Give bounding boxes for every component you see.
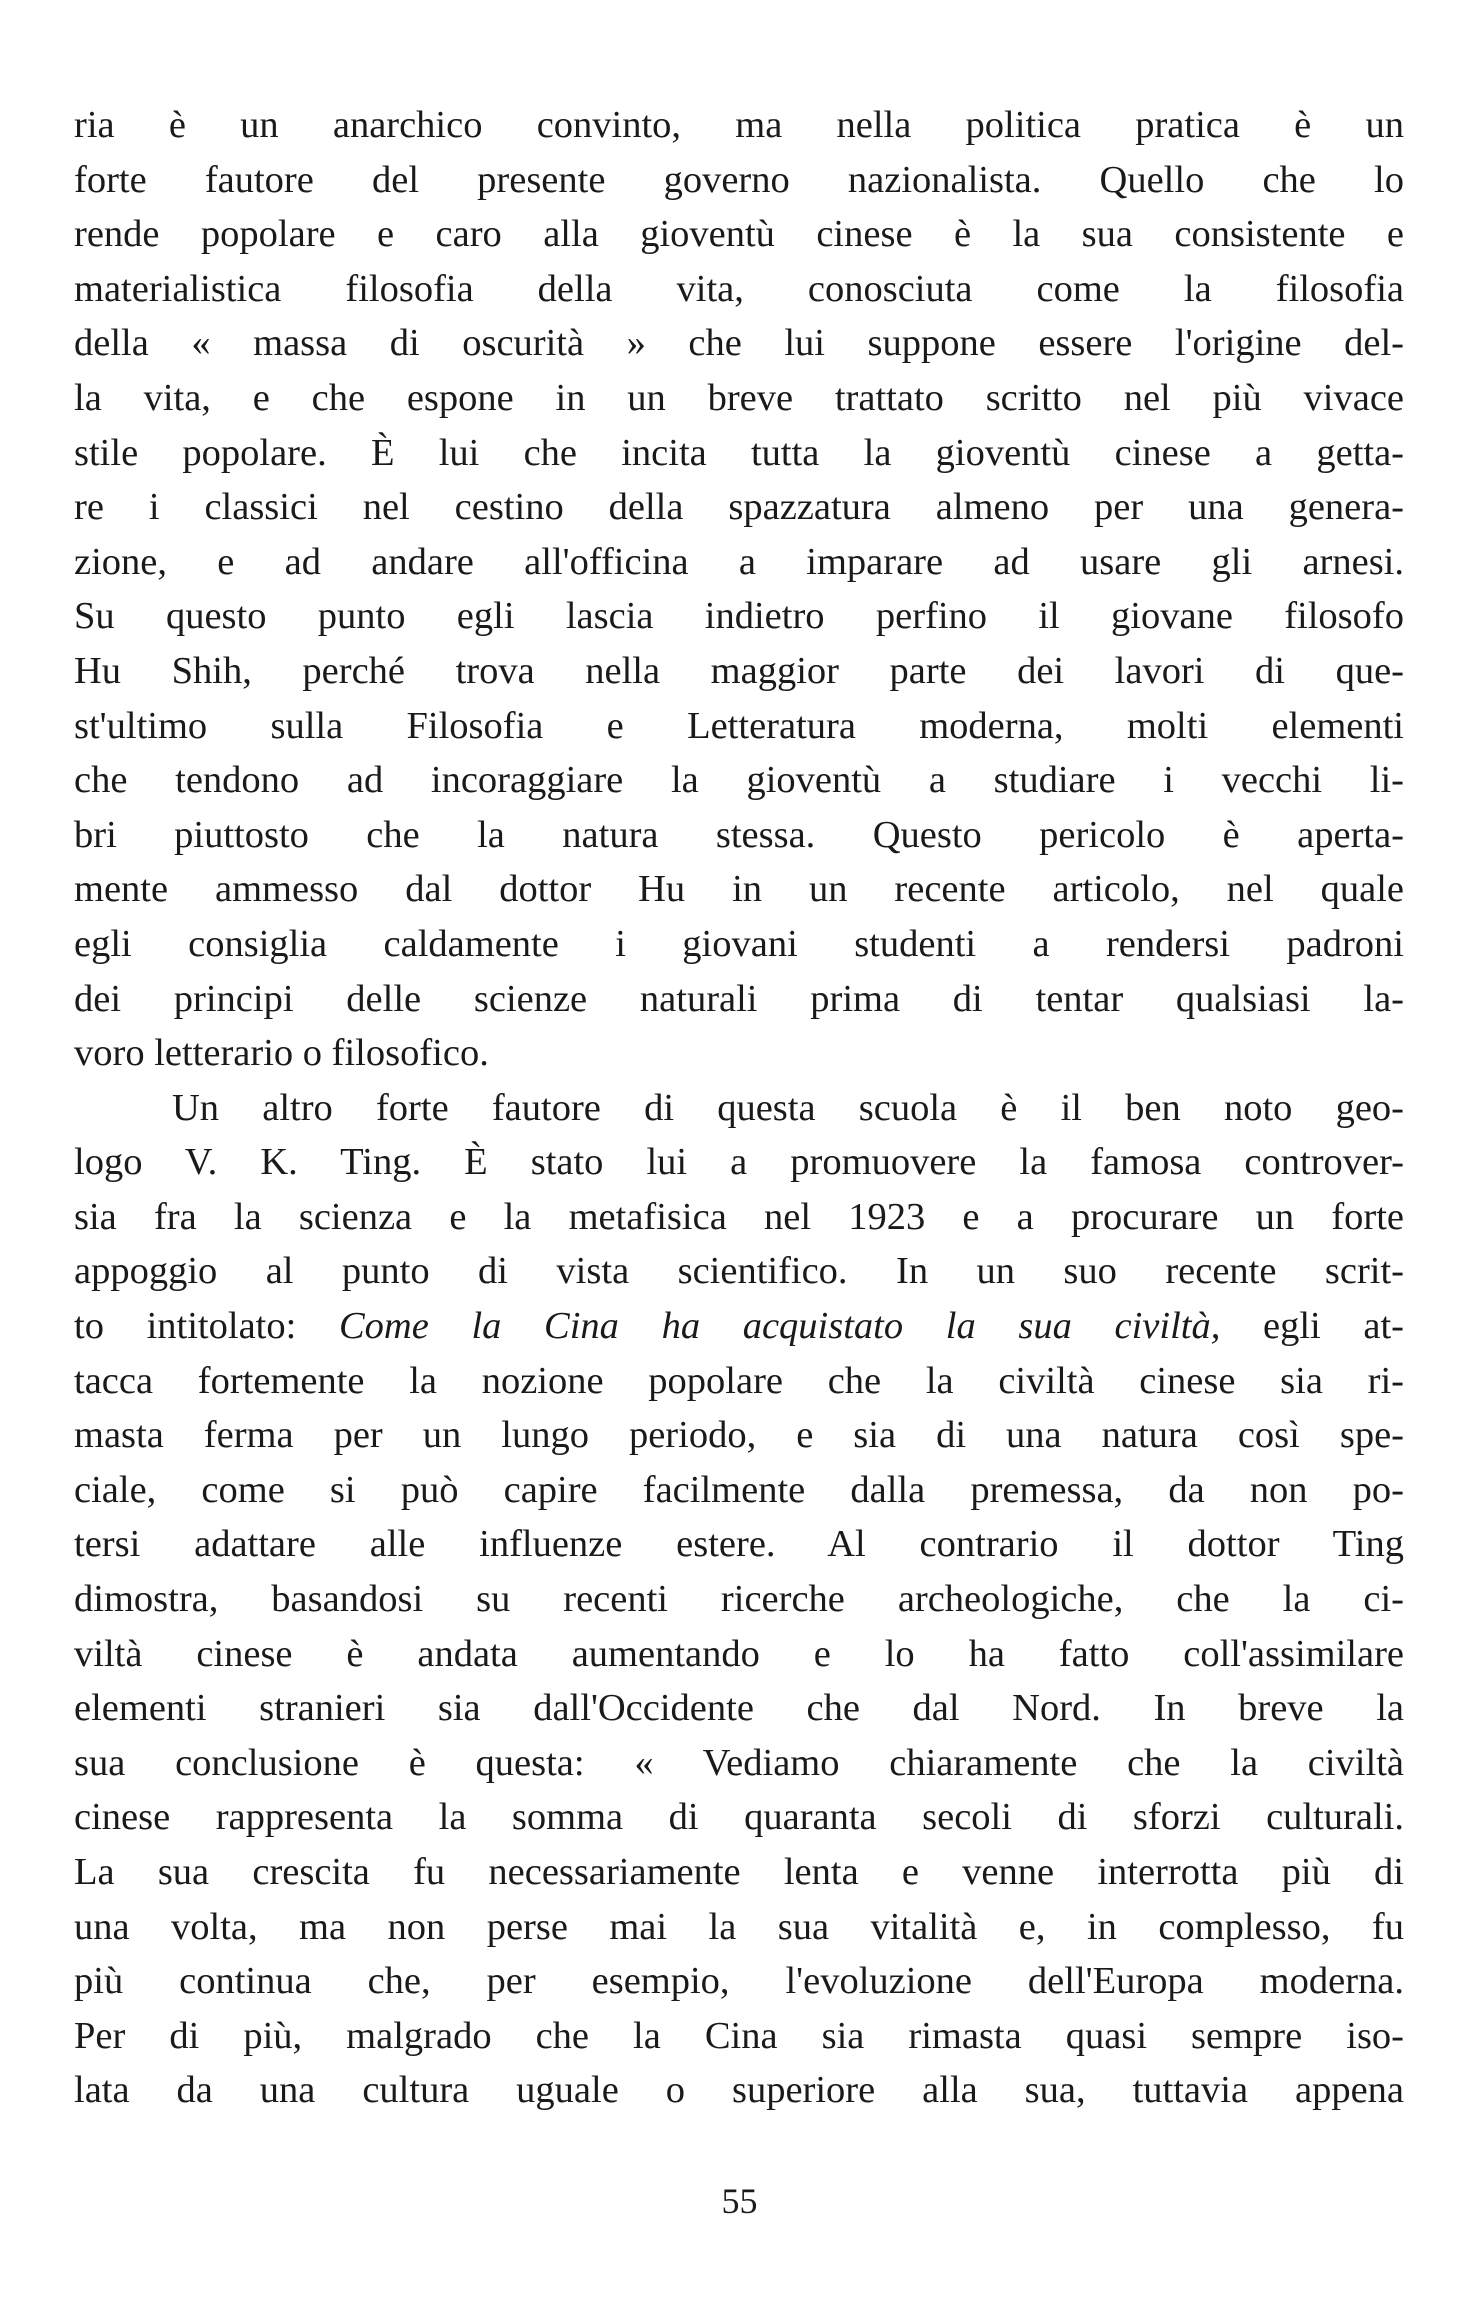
text-line: lata da una cultura uguale o superiore alla sua, tuttavia appena bbox=[74, 2069, 1404, 2112]
text-line: egli consiglia caldamente i giovani studenti a rendersi padroni bbox=[74, 922, 1404, 965]
text-line: ria è un anarchico convinto, ma nella politica pratica è un bbox=[74, 104, 1404, 146]
paragraph-start-line: Un altro forte fautore di questa scuola è il ben noto geo- bbox=[172, 1086, 1404, 1129]
text-line: re i classici nel cestino della spazzatura almeno per una genera- bbox=[74, 486, 1404, 529]
text-line: tacca fortemente la nozione popolare che la civiltà cinese sia ri- bbox=[74, 1359, 1404, 1402]
text-line: una volta, ma non perse mai la sua vitalità e, in complesso, fu bbox=[74, 1905, 1404, 1948]
text-line: Su questo punto egli lascia indietro perfino il giovane filosofo bbox=[74, 595, 1404, 638]
text-line: della « massa di oscurità » che lui suppone essere l'origine del- bbox=[74, 322, 1404, 365]
text-line: bri piuttosto che la natura stessa. Questo pericolo è aperta- bbox=[74, 813, 1404, 856]
text-segment: to intitolato: bbox=[74, 1305, 339, 1348]
text-line: stile popolare. È lui che incita tutta la gioventù cinese a getta- bbox=[74, 431, 1404, 474]
text-line: dimostra, basandosi su recenti ricerche archeologiche, che la ci- bbox=[74, 1578, 1404, 1621]
text-line: tersi adattare alle influenze estere. Al contrario il dottor Ting bbox=[74, 1523, 1404, 1566]
text-line: appoggio al punto di vista scientifico. In un suo recente scrit- bbox=[74, 1250, 1404, 1293]
text-line: ciale, come si può capire facilmente dalla premessa, da non po- bbox=[74, 1468, 1404, 1511]
text-line: cinese rappresenta la somma di quaranta secoli di sforzi culturali. bbox=[74, 1796, 1404, 1839]
text-line: la vita, e che espone in un breve trattato scritto nel più vivace bbox=[74, 376, 1404, 419]
text-line: viltà cinese è andata aumentando e lo ha fatto coll'assimilare bbox=[74, 1632, 1404, 1675]
text-line: logo V. K. Ting. È stato lui a promuovere la famosa controver- bbox=[74, 1141, 1404, 1184]
body-text bbox=[74, 98, 1404, 2118]
paragraph-end-line: voro letterario o filosofico. bbox=[74, 1032, 489, 1075]
page-number: 55 bbox=[721, 2181, 758, 2221]
text-line: forte fautore del presente governo nazionalista. Quello che lo bbox=[74, 158, 1404, 201]
text-line: La sua crescita fu necessariamente lenta e venne interrotta più di bbox=[74, 1851, 1404, 1893]
text-line: rende popolare e caro alla gioventù cinese è la sua consistente e bbox=[74, 213, 1404, 256]
text-line: sia fra la scienza e la metafisica nel 1923 e a procurare un forte bbox=[74, 1195, 1404, 1238]
text-line: zione, e ad andare all'officina a imparare ad usare gli arnesi. bbox=[74, 540, 1404, 583]
text-segment: egli at- bbox=[1220, 1305, 1404, 1348]
text-line: più continua che, per esempio, l'evoluzione dell'Europa moderna. bbox=[74, 1960, 1404, 2003]
text-line: elementi stranieri sia dall'Occidente che dal Nord. In breve la bbox=[74, 1687, 1404, 1730]
text-line: Per di più, malgrado che la Cina sia rimasta quasi sempre iso- bbox=[74, 2014, 1404, 2057]
text-line: mente ammesso dal dottor Hu in un recente articolo, nel quale bbox=[74, 868, 1404, 911]
text-line: materialistica filosofia della vita, conosciuta come la filosofia bbox=[74, 267, 1404, 310]
text-line: st'ultimo sulla Filosofia e Letteratura moderna, molti elementi bbox=[74, 704, 1404, 747]
text-line: masta ferma per un lungo periodo, e sia di una natura così spe- bbox=[74, 1414, 1404, 1457]
text-line: dei principi delle scienze naturali prima di tentar qualsiasi la- bbox=[74, 977, 1404, 1020]
book-title-italic: Come la Cina ha acquistato la sua civiltà, bbox=[338, 1305, 1221, 1348]
text-line-with-title bbox=[74, 1299, 1404, 1354]
text-line: che tendono ad incoraggiare la gioventù a studiare i vecchi li- bbox=[74, 759, 1404, 802]
text-line: Hu Shih, perché trova nella maggior parte dei lavori di que- bbox=[74, 649, 1404, 692]
text-line: sua conclusione è questa: « Vediamo chiaramente che la civiltà bbox=[74, 1741, 1404, 1784]
